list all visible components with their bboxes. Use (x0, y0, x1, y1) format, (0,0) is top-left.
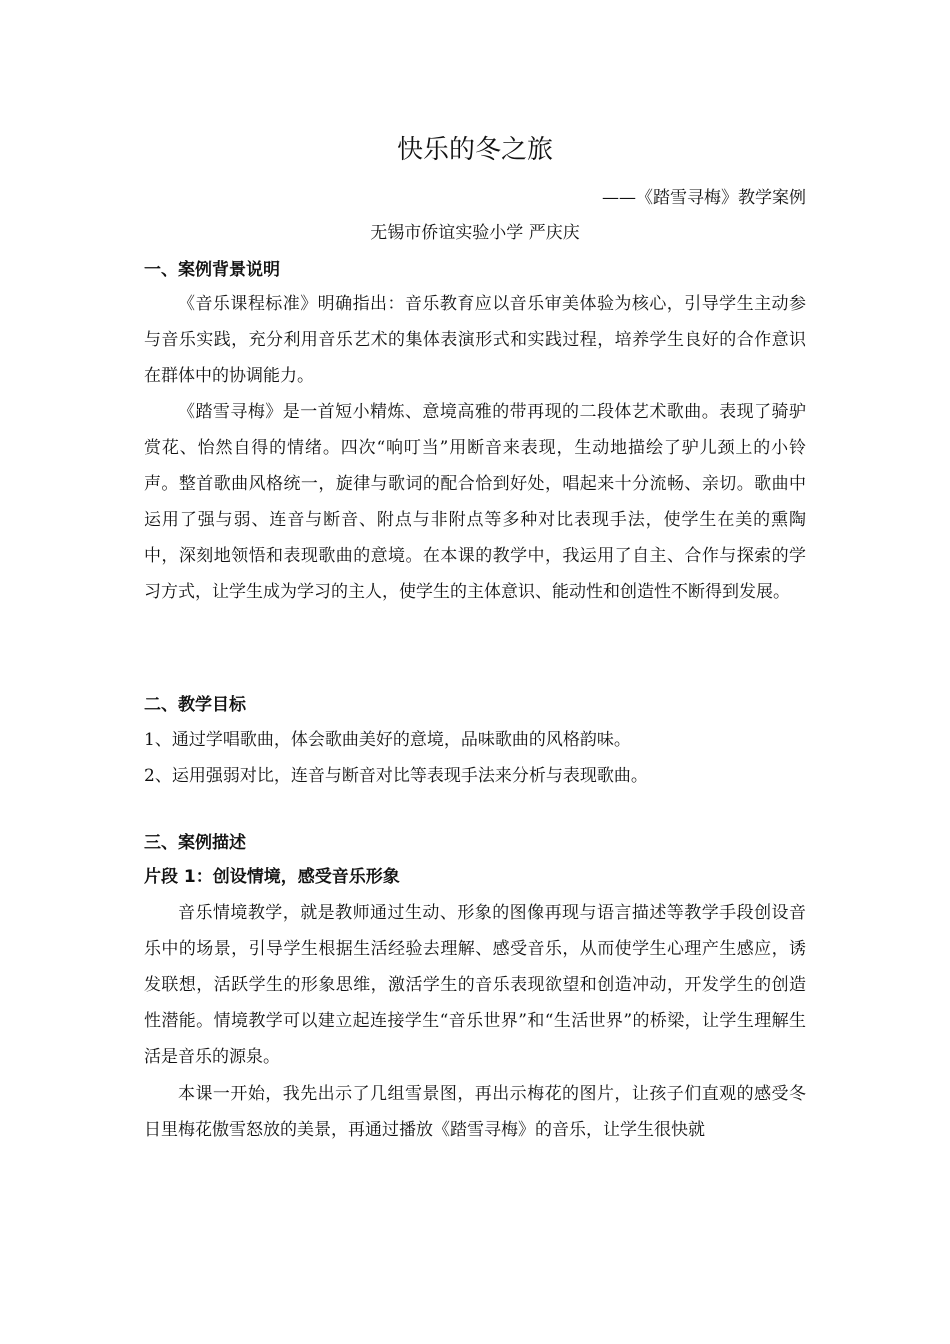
section-heading-description: 三、案例描述 (144, 833, 246, 853)
objective-item-2: 2、运用强弱对比，连音与断音对比等表现手法来分析与表现歌曲。 (144, 766, 648, 786)
section3-paragraph-1: 音乐情境教学，就是教师通过生动、形象的图像再现与语言描述等教学手段创设音乐中的场景，引导学生根据生活经验去理解、感受音乐，从而使学生心理产生感应，诱发联想，活跃学生的形象思维，激活学生的音乐表现欲望和创造冲动，开发学生的创造性潜能。情境教学可以建立起连接学生“音乐世界”和“生活世界”的桥梁，让学生理解生活是音乐的源泉。 (144, 903, 806, 1067)
document-author: 无锡市侨谊实验小学 严庆庆 (370, 223, 580, 243)
document-title: 快乐的冬之旅 (396, 135, 553, 165)
document-subtitle: ——《踏雪寻梅》教学案例 (602, 188, 806, 208)
section1-paragraph-2: 《踏雪寻梅》是一首短小精炼、意境高雅的带再现的二段体艺术歌曲。表现了骑驴赏花、怡然自得的情绪。四次“响叮当”用断音来表现，生动地描绘了驴儿颈上的小铃声。整首歌曲风格统一，旋律与歌词的配合恰到好处，唱起来十分流畅、亲切。歌曲中运用了强与弱、连音与断音、附点与非附点等多种对比表现手法，使学生在美的熏陶中，深刻地领悟和表现歌曲的意境。在本课的教学中，我运用了自主、合作与探索的学习方式，让学生成为学习的主人，使学生的主体意识、能动性和创造性不断得到发展。 (144, 402, 806, 602)
section-heading-background: 一、案例背景说明 (144, 260, 280, 280)
fragment-subheading: 片段 1：创设情境，感受音乐形象 (144, 867, 400, 887)
section1-paragraph-1: 《音乐课程标准》明确指出：音乐教育应以音乐审美体验为核心，引导学生主动参与音乐实践，充分利用音乐艺术的集体表演形式和实践过程，培养学生良好的合作意识在群体中的协调能力。 (144, 294, 806, 386)
section-heading-objectives: 二、教学目标 (144, 695, 246, 715)
section3-paragraph-2: 本课一开始，我先出示了几组雪景图，再出示梅花的图片，让孩子们直观的感受冬日里梅花傲雪怒放的美景，再通过播放《踏雪寻梅》的音乐，让学生很快就 (144, 1084, 806, 1140)
objective-item-1: 1、通过学唱歌曲，体会歌曲美好的意境，品味歌曲的风格韵味。 (144, 730, 631, 750)
